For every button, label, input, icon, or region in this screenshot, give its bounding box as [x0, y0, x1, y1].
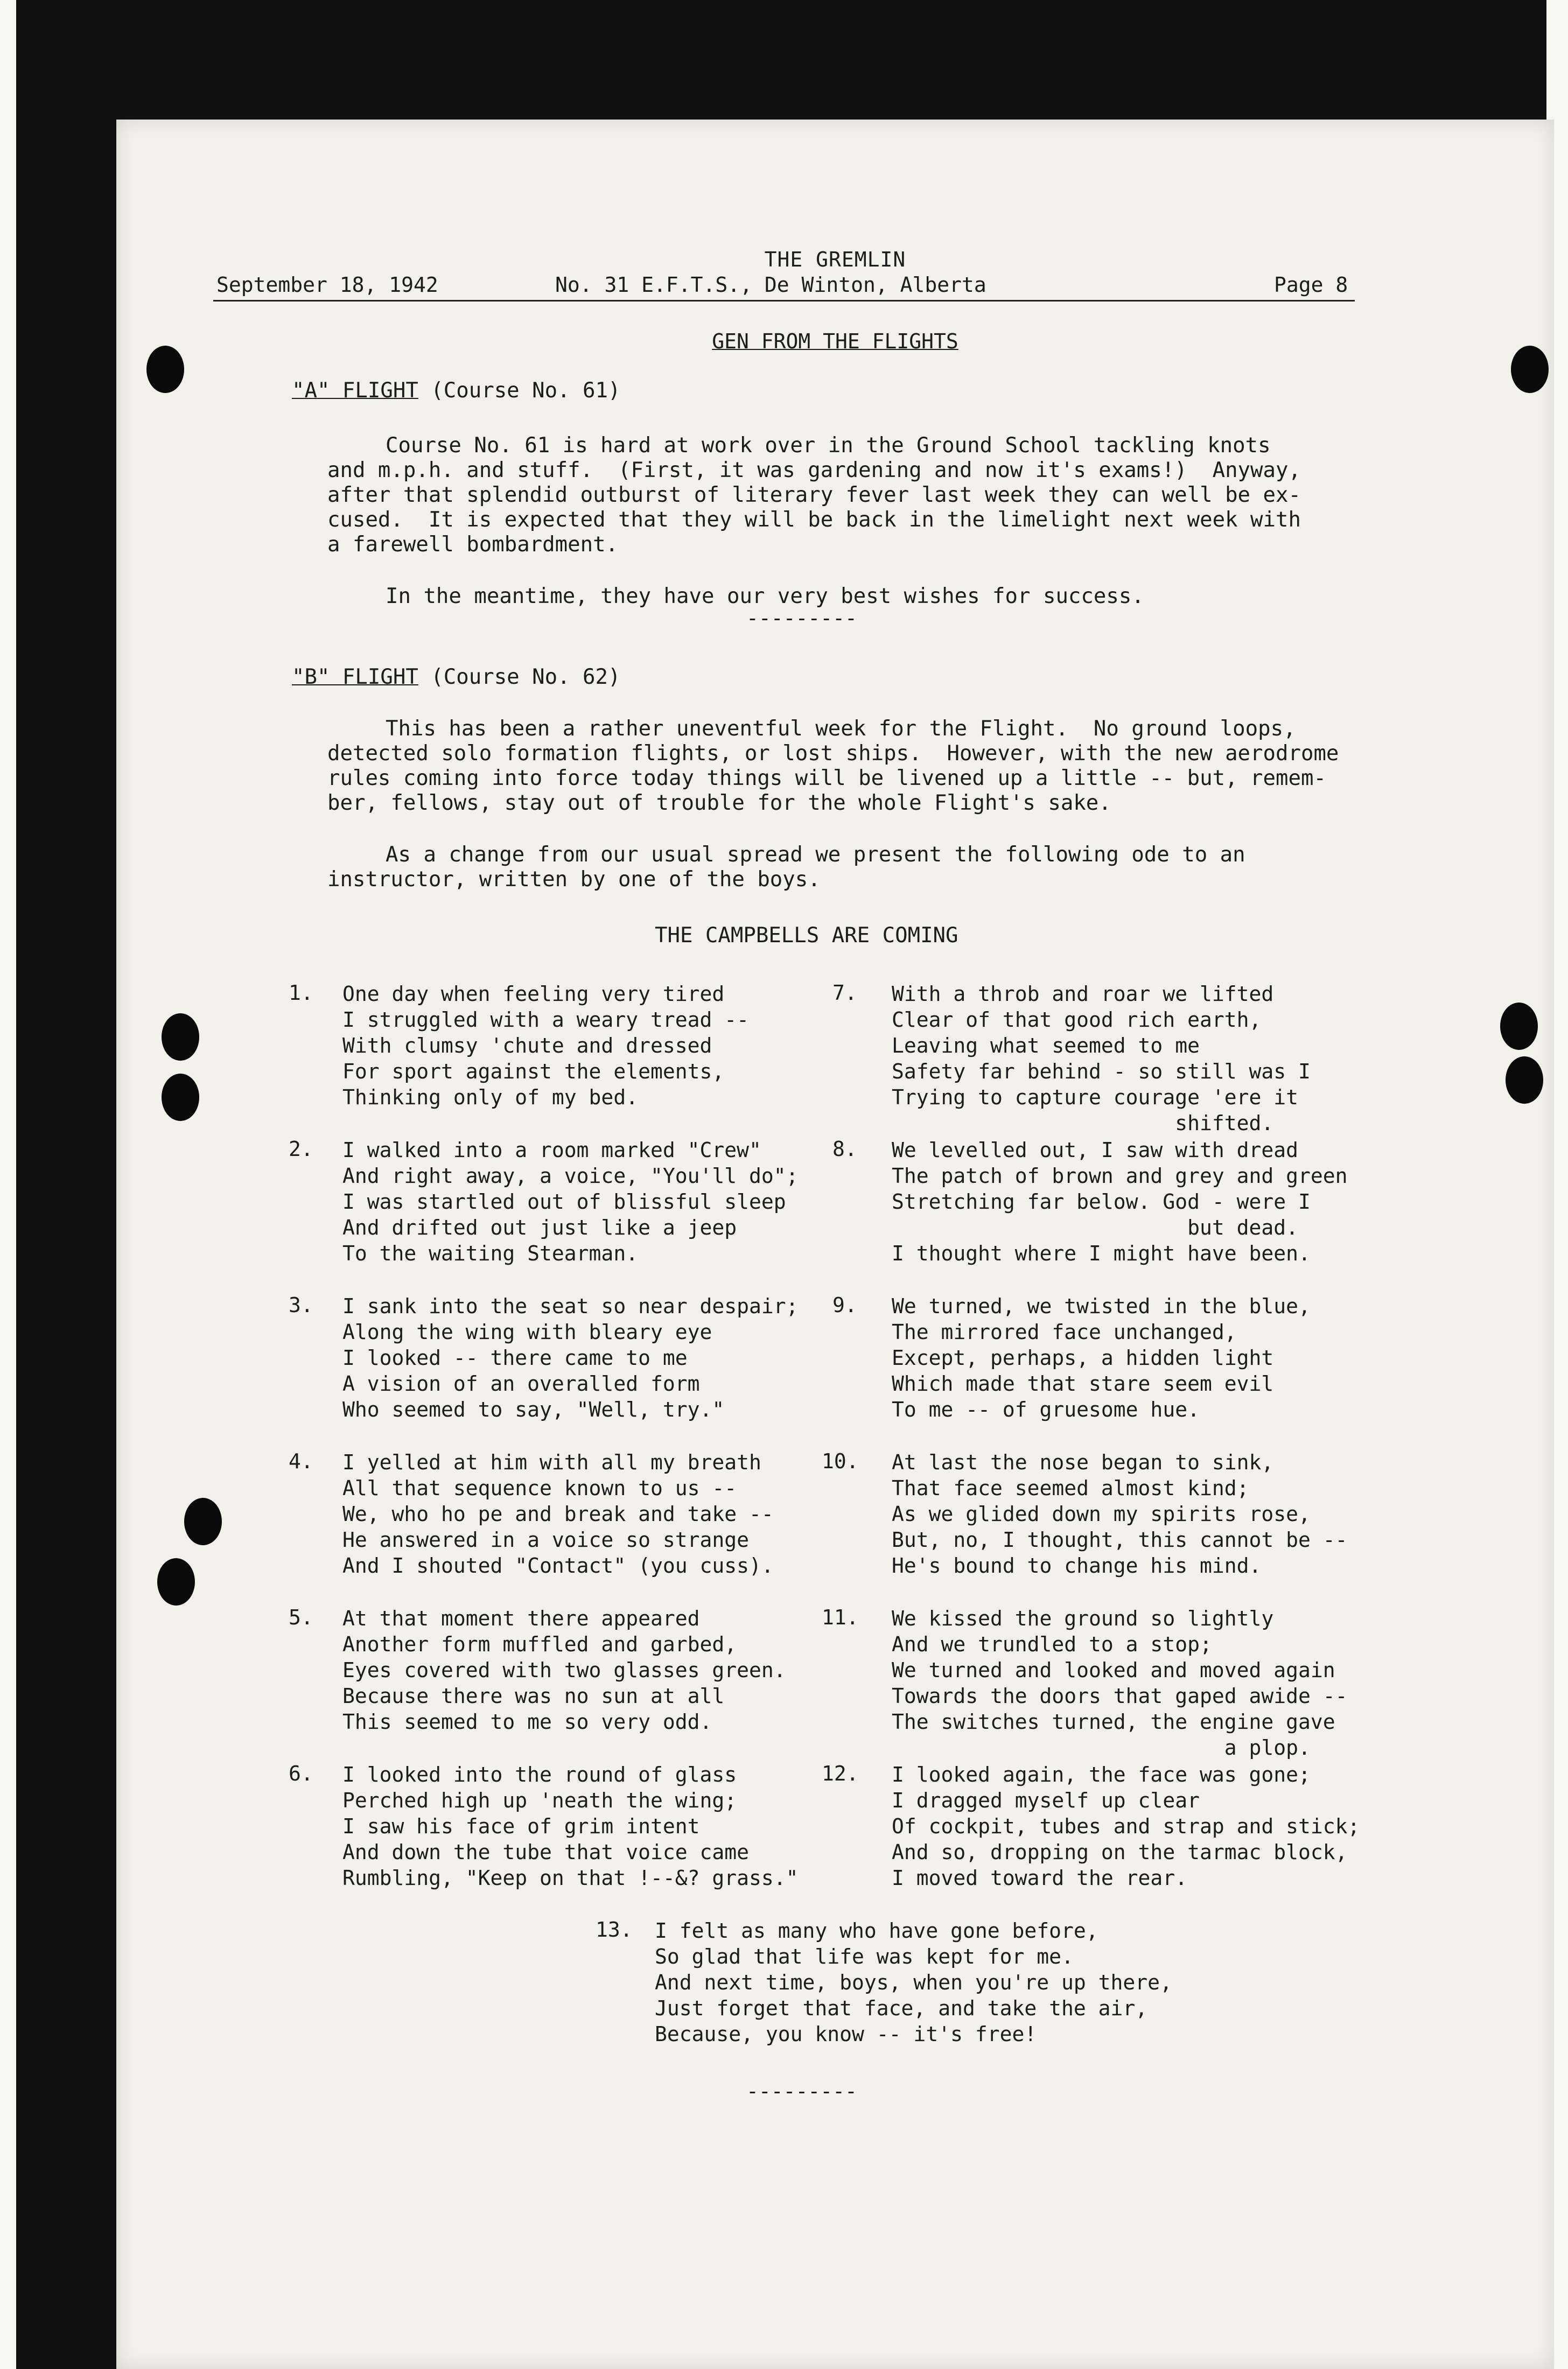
page-number: Page 8 [1274, 273, 1348, 297]
stanza-number: 8. [832, 1137, 857, 1161]
stanza-number: 3. [289, 1293, 313, 1317]
b-flight-heading: "B" FLIGHT (Course No. 62) [292, 665, 621, 689]
punch-hole [157, 1558, 195, 1606]
stanza-number: 13. [596, 1918, 633, 1942]
a-flight-line: Course No. 61 is hard at work over in the Ground School tackling knots [386, 433, 1271, 458]
a-flight-heading: "A" FLIGHT (Course No. 61) [292, 379, 621, 403]
punch-hole [162, 1074, 199, 1121]
stanza: I yelled at him with all my breath All that sequence known to us -- We, who ho pe and break and take -- He answered in a voice so strange And I shouted "Contact" (you cuss). [342, 1450, 774, 1578]
stanza-number: 4. [289, 1449, 313, 1473]
stanza-number: 2. [289, 1137, 313, 1161]
punch-hole [162, 1013, 199, 1061]
stanza: I looked into the round of glass Perched high up 'neath the wing; I saw his face of grim intent And down the tube that voice came Rumbling, "Keep on that !--&? grass." [342, 1763, 799, 1890]
stanza-number: 1. [289, 981, 313, 1005]
stanza: We kissed the ground so lightly And we trundled to a stop; We turned and looked and moved again Towards the doors that gaped awide -- The switches turned, the engine gave a plop. [892, 1607, 1348, 1760]
b-flight-line: This has been a rather uneventful week for the Flight. No ground loops, [386, 717, 1296, 741]
stanza: I felt as many who have gone before, So glad that life was kept for me. And next time, boys, when you're up there, Just forget that face, and take the air, Because, you know -- it's free! [655, 1919, 1172, 2046]
section-title: GEN FROM THE FLIGHTS [712, 330, 958, 353]
stanza-number: 5. [289, 1606, 313, 1629]
stanza: I walked into a room marked "Crew" And right away, a voice, "You'll do"; I was startled out of blissful sleep And drifted out just like a jeep To the waiting Stearman. [342, 1138, 799, 1265]
stanza: We turned, we twisted in the blue, The mirrored face unchanged, Except, perhaps, a hidden light Which made that stare seem evil To me -- of gruesome hue. [892, 1294, 1311, 1421]
punch-hole [1506, 1056, 1543, 1104]
b-flight-intro: instructor, written by one of the boys. [327, 867, 821, 892]
a-flight-line: and m.p.h. and stuff. (First, it was gardening and now it's exams!) Anyway, [327, 458, 1301, 482]
stanza: I sank into the seat so near despair; Along the wing with bleary eye I looked -- there came to me A vision of an overalled form Who seemed to say, "Well, try." [342, 1294, 799, 1421]
a-flight-line: after that splendid outburst of literary fever last week they can well be ex- [327, 483, 1301, 507]
stanza: At that moment there appeared Another form muffled and garbed, Eyes covered with two glasses green. Because there was no sun at all This seemed to me so very odd. [342, 1607, 786, 1734]
b-flight-line: rules coming into force today things will be livened up a little -- but, remem- [327, 766, 1326, 790]
b-flight-line: detected solo formation flights, or lost ships. However, with the new aerodrome [327, 741, 1339, 766]
a-flight-closing: In the meantime, they have our very best wishes for success. [386, 584, 1144, 608]
stanza-number: 11. [822, 1606, 859, 1629]
stanza-number: 9. [832, 1293, 857, 1317]
stanza: One day when feeling very tired I struggled with a weary tread -- With clumsy 'chute and dressed For sport against the elements, Thinking only of my bed. [342, 982, 749, 1109]
left-film-edge [0, 0, 16, 2369]
stanza: With a throb and roar we lifted Clear of that good rich earth, Leaving what seemed to me Safety far behind - so still was I Trying to capture courage 'ere it shifted. [892, 982, 1311, 1135]
unit-location: No. 31 E.F.T.S., De Winton, Alberta [555, 273, 986, 297]
stanza-number: 10. [822, 1449, 859, 1473]
stanza: We levelled out, I saw with dread The patch of brown and grey and green Stretching far below. God - were I but dead. I thought where I might have been. [892, 1138, 1348, 1265]
header-rule [213, 300, 1355, 302]
a-flight-line: cused. It is expected that they will be back in the limelight next week with [327, 508, 1301, 532]
b-flight-line: ber, fellows, stay out of trouble for the whole Flight's sake. [327, 791, 1111, 815]
publication-title: THE GREMLIN [764, 248, 906, 271]
poem-title: THE CAMPBELLS ARE COMING [655, 923, 958, 948]
a-flight-line: a farewell bombardment. [327, 532, 619, 557]
issue-date: September 18, 1942 [216, 273, 438, 297]
typewritten-page [116, 120, 1554, 2369]
punch-hole [184, 1498, 222, 1545]
end-separator: --------- [746, 2079, 857, 2103]
stanza: At last the nose began to sink, That face seemed almost kind; As we glided down my spirits rose, But, no, I thought, this cannot be -- He's bound to change his mind. [892, 1450, 1348, 1578]
stanza-number: 6. [289, 1762, 313, 1785]
b-flight-intro: As a change from our usual spread we present the following ode to an [386, 843, 1245, 867]
stanza-number: 12. [822, 1762, 859, 1785]
punch-hole [1500, 1003, 1538, 1050]
stanza-number: 7. [832, 981, 857, 1005]
separator: --------- [746, 606, 857, 630]
stanza: I looked again, the face was gone; I dragged myself up clear Of cockpit, tubes and strap and stick; And so, dropping on the tarmac block, I moved toward the rear. [892, 1763, 1360, 1890]
